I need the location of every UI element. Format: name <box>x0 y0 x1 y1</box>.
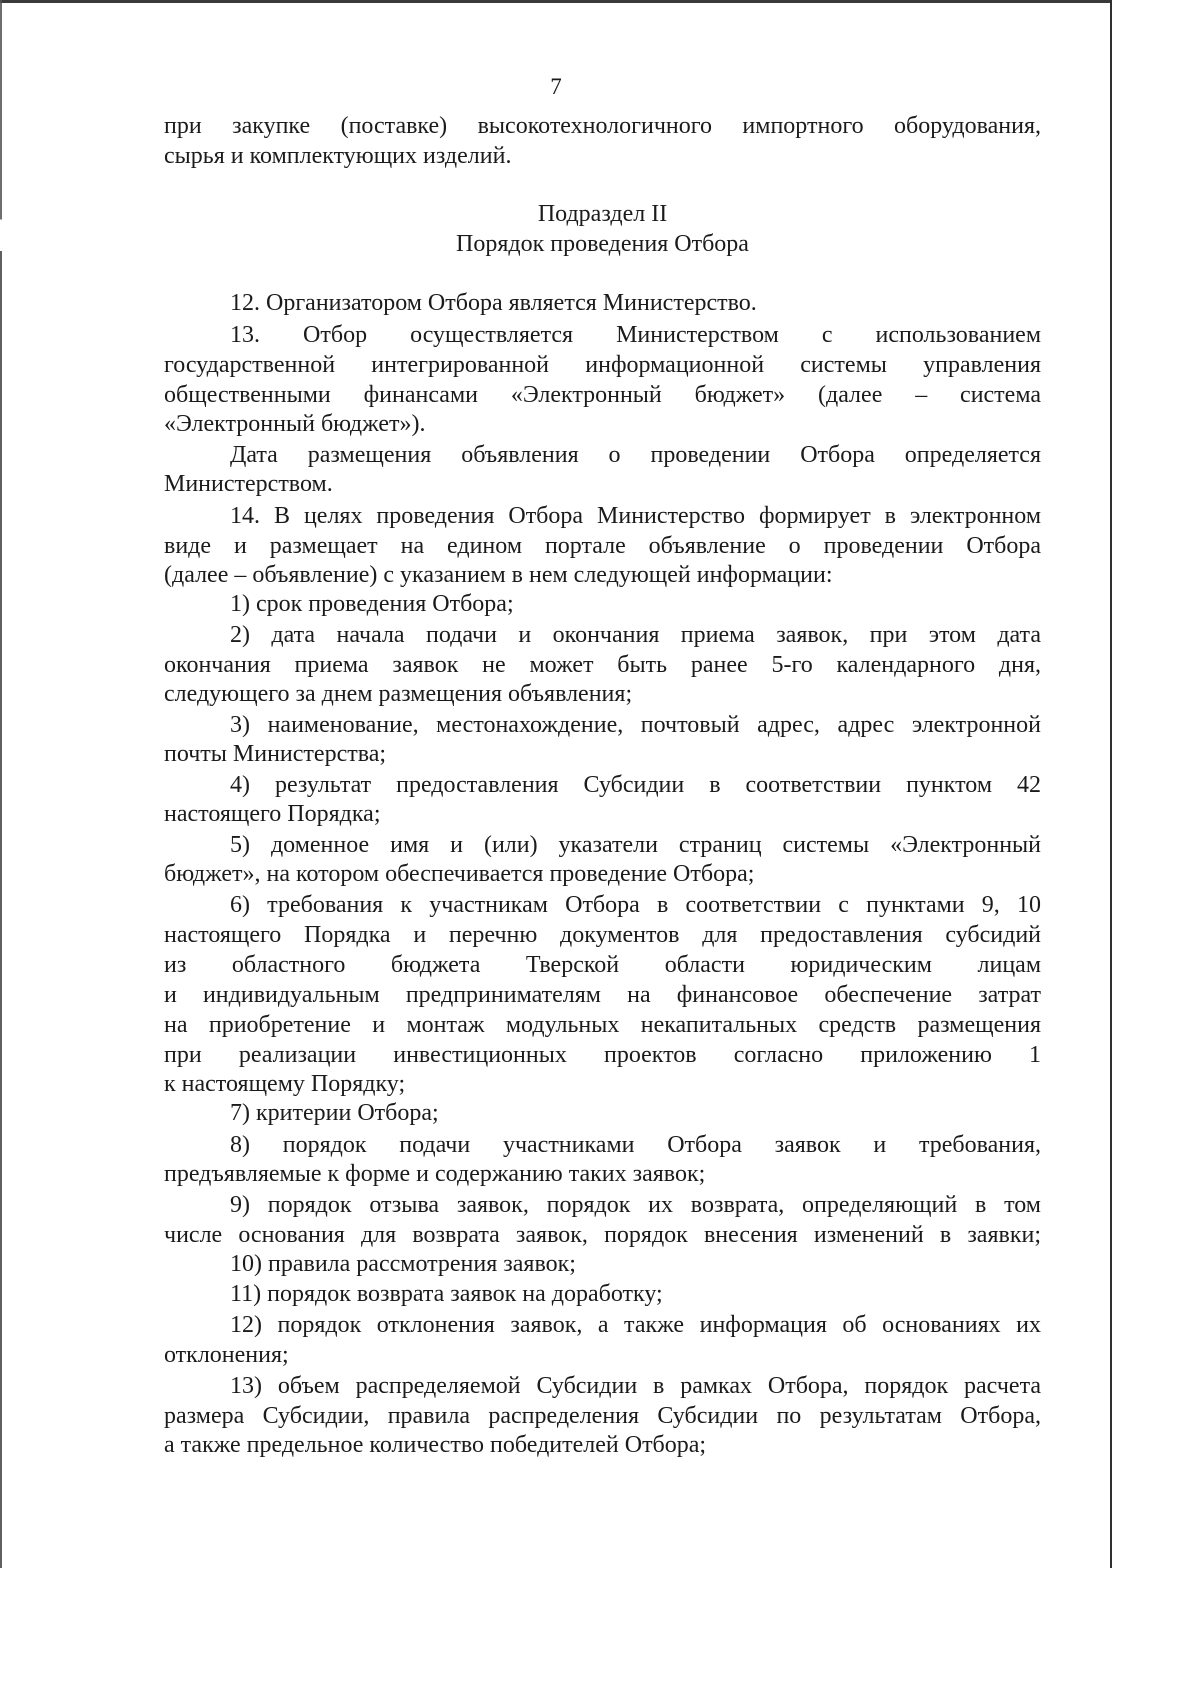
text-line: 9) порядок отзыва заявок, порядок их возврата, определяющий в том <box>230 1192 1041 1218</box>
text-line: на приобретение и монтаж модульных некапитальных средств размещения <box>164 1012 1041 1038</box>
text-line: государственной интегрированной информационной системы управления <box>164 352 1041 378</box>
text-line: 8) порядок подачи участниками Отбора заявок и требования, <box>230 1132 1041 1158</box>
text-line: 13) объем распределяемой Субсидии в рамках Отбора, порядок расчета <box>230 1373 1041 1399</box>
text-line: 7) критерии Отбора; <box>230 1100 439 1126</box>
text-line: и индивидуальным предпринимателям на финансовое обеспечение затрат <box>164 982 1041 1008</box>
scan-edge-right <box>1110 0 1112 1568</box>
text-line: 10) правила рассмотрения заявок; <box>230 1251 576 1277</box>
text-line: общественными финансами «Электронный бюджет» (далее – система <box>164 382 1041 408</box>
text-line: настоящего Порядка и перечню документов для предоставления субсидий <box>164 922 1041 948</box>
text-line: числе основания для возврата заявок, порядок внесения изменений в заявки; <box>164 1222 1041 1248</box>
text-line: виде и размещает на едином портале объявление о проведении Отбора <box>164 533 1041 559</box>
text-line: к настоящему Порядку; <box>164 1071 406 1097</box>
text-line: Дата размещения объявления о проведении Отбора определяется <box>230 442 1041 468</box>
text-line: а также предельное количество победителей Отбора; <box>164 1432 707 1458</box>
scan-edge-left <box>0 0 2 1568</box>
text-line: 12. Организатором Отбора является Министерство. <box>230 290 757 316</box>
subsection-title: Порядок проведения Отбора <box>456 231 749 257</box>
text-line: 11) порядок возврата заявок на доработку; <box>230 1281 663 1307</box>
text-line: настоящего Порядка; <box>164 801 381 827</box>
text-line: предъявляемые к форме и содержанию таких заявок; <box>164 1161 706 1187</box>
text-line: Министерством. <box>164 471 333 497</box>
text-line: 4) результат предоставления Субсидии в соответствии пунктом 42 <box>230 772 1041 798</box>
scan-edge-top <box>0 0 1112 3</box>
text-line: 6) требования к участникам Отбора в соответствии с пунктами 9, 10 <box>230 892 1041 918</box>
text-line: окончания приема заявок не может быть ранее 5-го календарного дня, <box>164 652 1041 678</box>
text-line: почты Министерства; <box>164 741 387 767</box>
text-line: сырья и комплектующих изделий. <box>164 143 512 169</box>
text-line: при закупке (поставке) высокотехнологичного импортного оборудования, <box>164 113 1041 139</box>
text-line: 14. В целях проведения Отбора Министерство формирует в электронном <box>230 503 1041 529</box>
subsection-label: Подраздел II <box>537 201 668 227</box>
text-line: отклонения; <box>164 1342 289 1368</box>
text-line: из областного бюджета Тверской области юридическим лицам <box>164 952 1041 978</box>
page-number: 7 <box>550 74 562 99</box>
text-line: размера Субсидии, правила распределения Субсидии по результатам Отбора, <box>164 1403 1041 1429</box>
text-line: 5) доменное имя и (или) указатели страниц системы «Электронный <box>230 832 1041 858</box>
text-line: бюджет», на котором обеспечивается проведение Отбора; <box>164 861 755 887</box>
text-line: (далее – объявление) с указанием в нем следующей информации: <box>164 562 833 588</box>
text-line: «Электронный бюджет»). <box>164 411 426 437</box>
text-line: 3) наименование, местонахождение, почтовый адрес, адрес электронной <box>230 712 1041 738</box>
text-line: при реализации инвестиционных проектов согласно приложению 1 <box>164 1042 1041 1068</box>
text-line: 1) срок проведения Отбора; <box>230 591 514 617</box>
text-line: 12) порядок отклонения заявок, а также информация об основаниях их <box>230 1312 1041 1338</box>
text-line: следующего за днем размещения объявления; <box>164 681 633 707</box>
text-line: 13. Отбор осуществляется Министерством с использованием <box>230 322 1041 348</box>
text-line: 2) дата начала подачи и окончания приема заявок, при этом дата <box>230 622 1041 648</box>
